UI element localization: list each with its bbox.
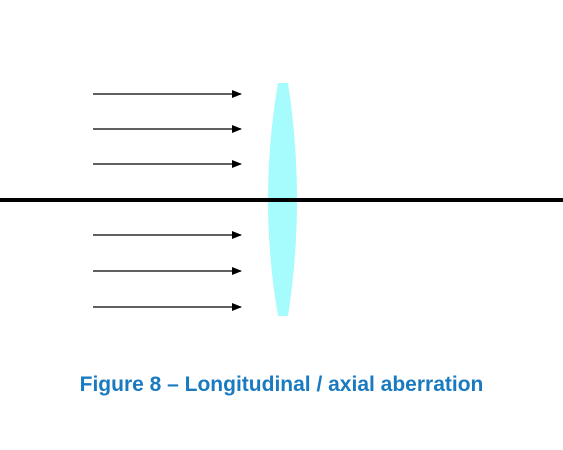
- figure-caption: Figure 8 – Longitudinal / axial aberration: [79, 373, 484, 396]
